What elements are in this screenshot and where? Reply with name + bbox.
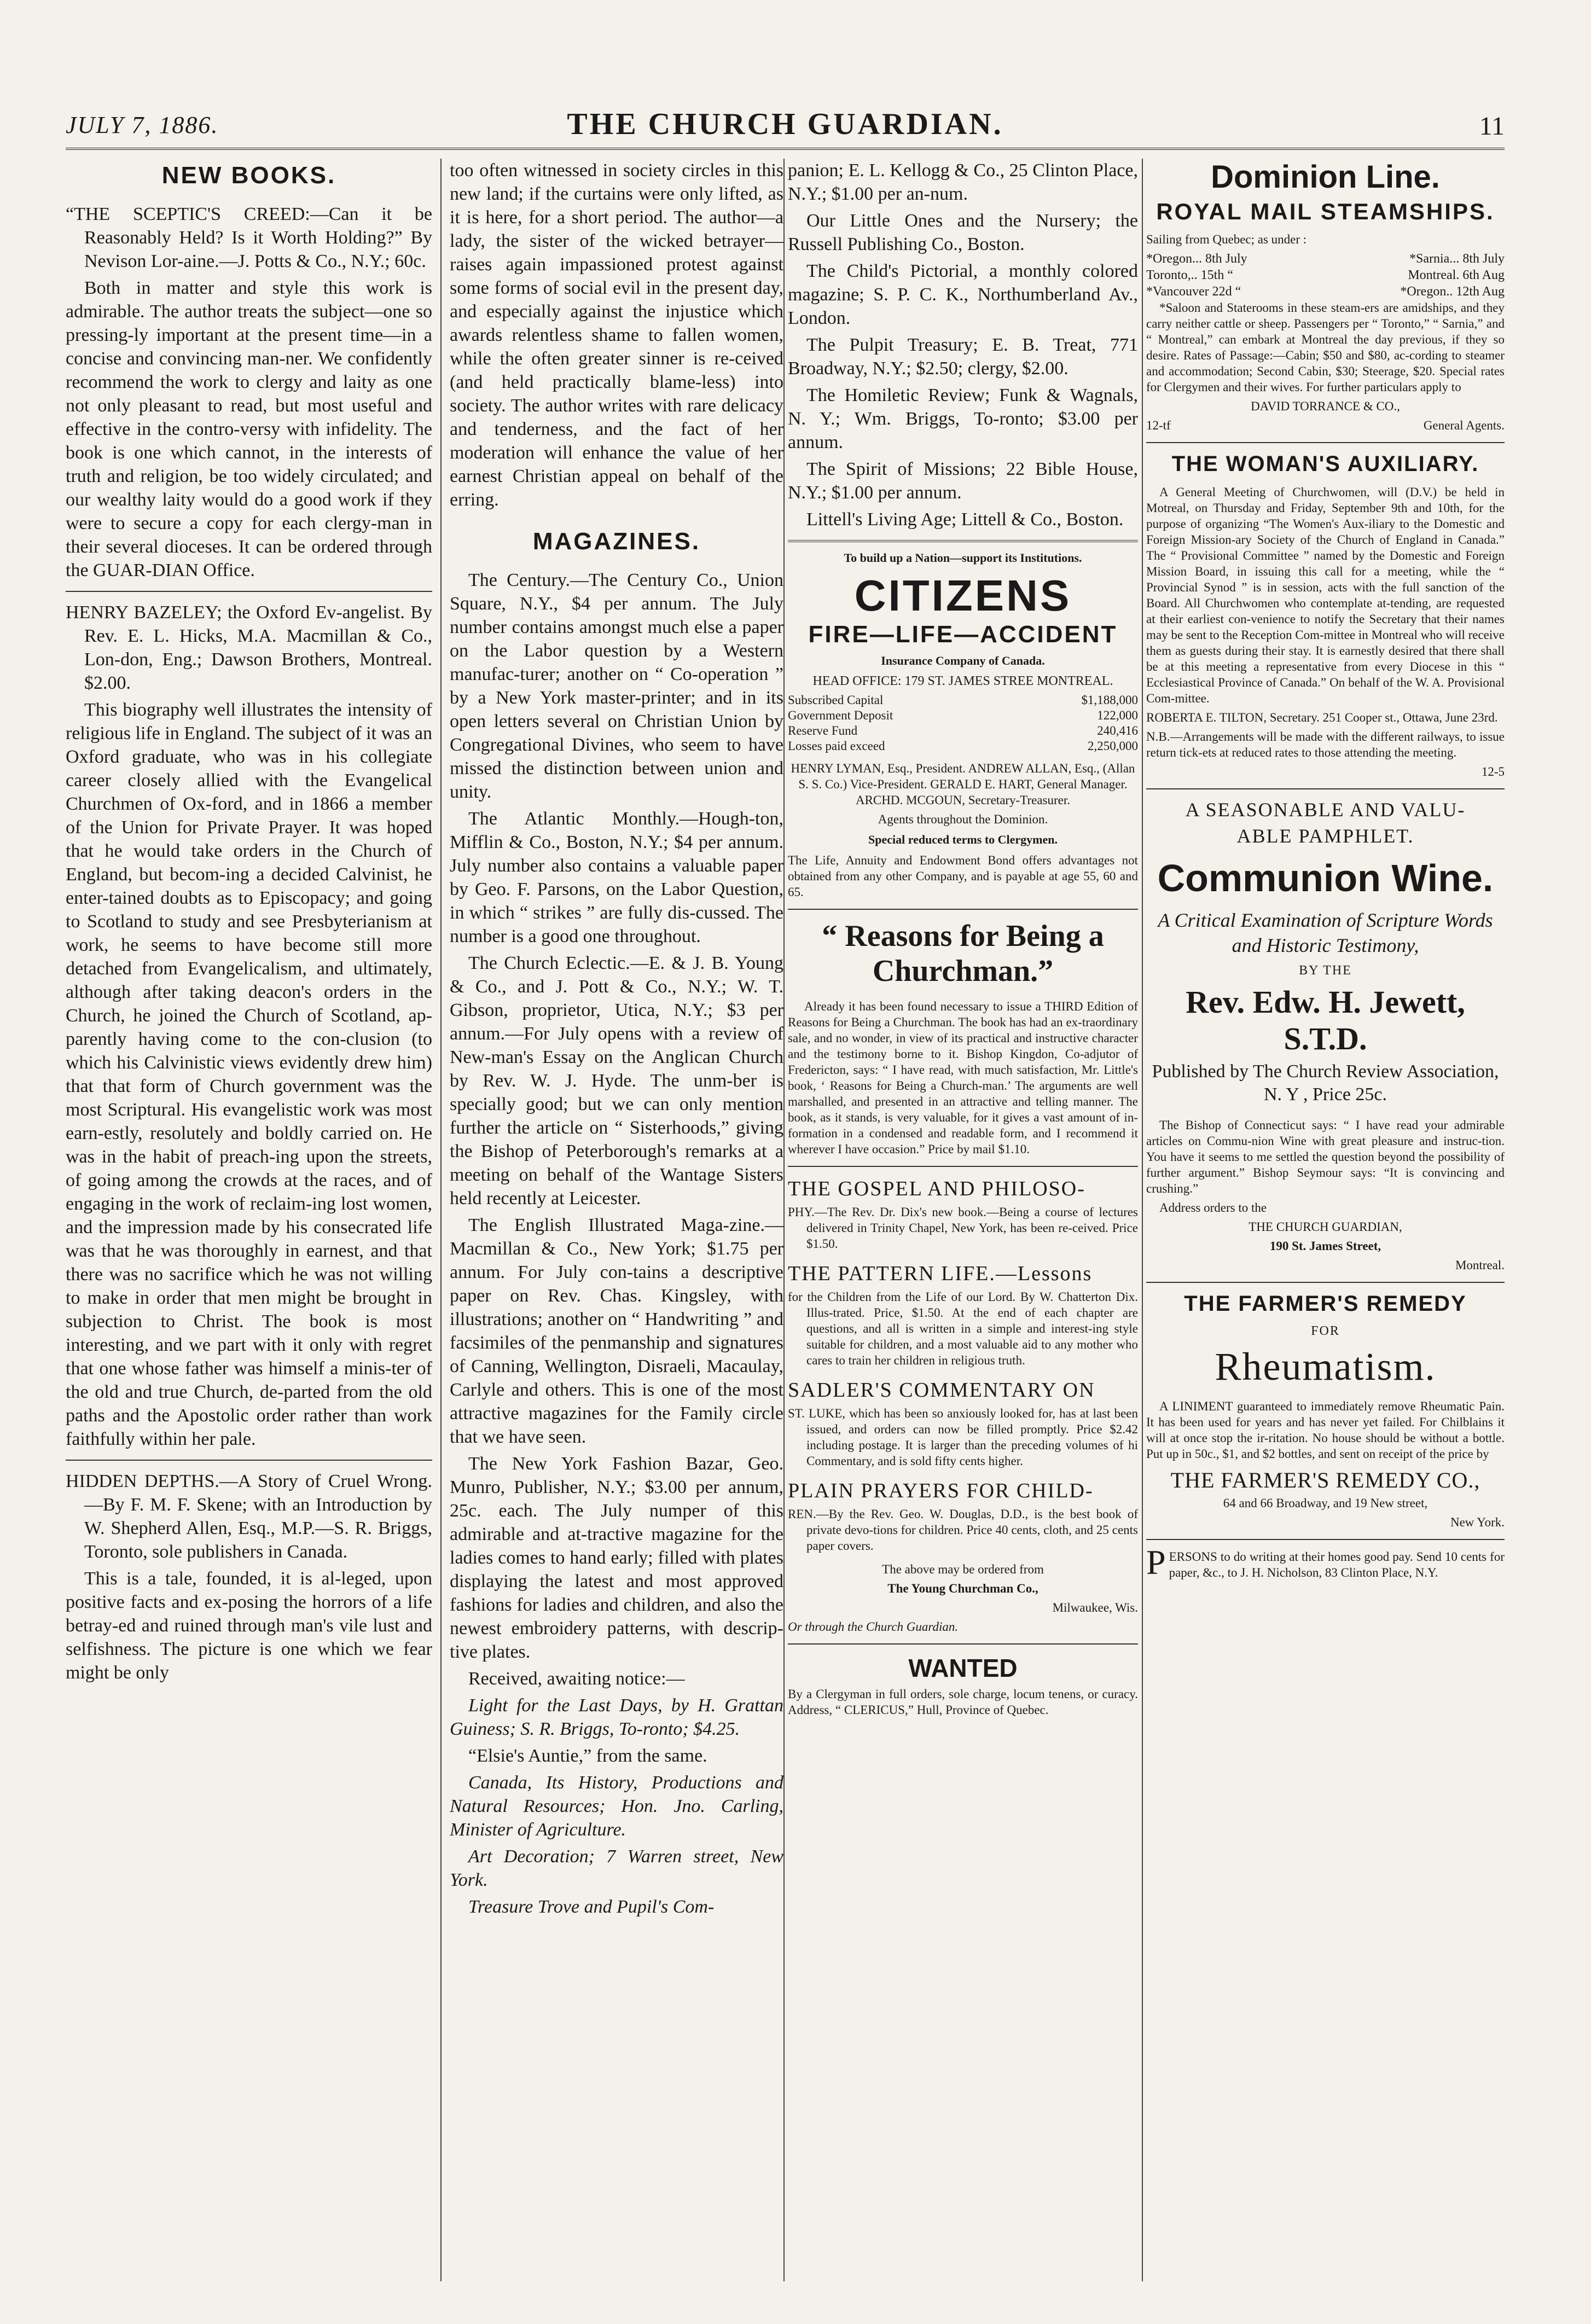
citizens-ad-office: HEAD OFFICE: 179 ST. JAMES STREE MONTREAL. <box>812 674 1113 688</box>
schedule-row <box>1146 267 1505 283</box>
farmers-remedy-title: THE FARMER'S REMEDY <box>1184 1292 1467 1316</box>
page-number: 11 <box>1479 112 1505 141</box>
womans-auxiliary-code: 12-5 <box>1481 765 1505 778</box>
address-city: Montreal. <box>1455 1258 1505 1272</box>
review-body: Both in matter and style this work is admirable. The author treats the subject—one so pressing-ly important at the present time—in a concise and convincing man-ner. We confidently recommend the work to clergy and laity as one not only pleasant to read, but most useful and effective in the contro-versy with infidelity. The book is one which cannot, in the interests of truth and religion, be too widely circulated; and our wealthy laity would do a good work if they were to secure a copy for each clergy-man in their several dioceses. It can be ordered through the GUAR-DIAN Office. <box>66 278 432 580</box>
received-item: panion; E. L. Kellogg & Co., 25 Clinton Place, N.Y.; $1.00 per an-num. <box>788 160 1138 204</box>
finance-row <box>788 723 1138 739</box>
schedule-left: *Vancouver 22d “ <box>1146 284 1241 299</box>
finance-label: Reserve Fund <box>788 724 858 737</box>
citizens-ad-line: FIRE—LIFE—ACCIDENT <box>808 621 1118 648</box>
column-4 <box>1146 159 1505 2281</box>
review-continuation: too often witnessed in society circles in this new land; if the curtains were only lifted, as it is here, for a short period. The author—a lady, the sister of the wicked betrayer—raises again impassioned protest against some forms of social evil in the present day, and especially against the injustice which awards relentless shame to fallen women, while the often greater sinner is re-ceived (and held practically blame-less) into society. The author writes with rare delicacy and tenderness, and the fact of her moderation will enhance the value of her earnest Christian appeal on behalf of the erring. <box>450 160 783 510</box>
issue-date: JULY 7, 1886. <box>66 112 219 138</box>
womans-auxiliary-nb: N.B.—Arrangements will be made with the different railways, to issue return tick-ets at reduced rates to those attending the meeting. <box>1146 730 1505 759</box>
pamphlet-line-2: ABLE PAMPHLET. <box>1236 825 1414 847</box>
divider <box>1146 442 1505 443</box>
schedule-left: Toronto,.. 15th “ <box>1146 268 1233 282</box>
pamphlet-line-1: A SEASONABLE AND VALU- <box>1185 799 1466 821</box>
header-rule <box>66 148 1505 150</box>
column-1 <box>66 159 432 2281</box>
column-divider <box>1142 159 1143 2281</box>
column-divider <box>440 159 442 2281</box>
divider <box>788 1643 1138 1645</box>
farmers-remedy-address: 64 and 66 Broadway, and 19 New street, <box>1223 1496 1428 1510</box>
pattern-body: for the Children from the Life of our Lord. By W. Chatterton Dix. Illus-trated. Price, $1.50. At the end of each chapter are questions, and all is written in a simple and interest-ing style suitable for children, and a most valuable aid to any mother who cares to train her children in religious truth. <box>788 1290 1138 1367</box>
dominion-general-agents: General Agents. <box>1423 419 1505 432</box>
reasons-body: Already it has been found necessary to issue a THIRD Edition of Reasons for Being a Churchman. The book has had an ex-traordinary sale, and no wonder, in view of its practical and instructive character and the testimony borne to it. Bishop Kingdon, Co-adjutor of Fredericton, says: “ I have read, with much satisfaction, Mr. Little's book, ‘ Reasons for Being a Church-man.’ The arguments are well marshalled, and presented in an attractive and telling manner. The book, as it stands, is very valuable, for it gives a vast amount of in-formation in a condensed and readable form, and I recommend it wherever I have occasion.” Price by mail $1.10. <box>788 1000 1138 1156</box>
citizens-ad-name: CITIZENS <box>854 571 1072 620</box>
wanted-title: WANTED <box>908 1654 1018 1682</box>
review-title: HENRY BAZELEY; the Oxford Ev-angelist. By Rev. E. L. Hicks, M.A. Macmillan & Co., Lon-don, Eng.; Dawson Brothers, Montreal. $2.00. <box>66 602 432 693</box>
column-3 <box>788 159 1138 2281</box>
liniment-body: A LINIMENT guaranteed to immediately remove Rheumatic Pain. It has been used for years and has never yet failed. For Chilblains it will at once stop the ir-ritation. No house should be without a bottle. Put up in 50c., $1, and $2 bottles, and sent on receipt of the price by <box>1146 1399 1505 1461</box>
divider <box>1146 1282 1505 1283</box>
gospel-body: PHY.—The Rev. Dr. Dix's new book.—Being a course of lectures delivered in Trinity Chapel, New York, has been re-ceived. Price $1.50. <box>788 1205 1138 1251</box>
citizens-ad-tagline: To build up a Nation—support its Institutions. <box>844 551 1082 565</box>
womans-auxiliary-signature: ROBERTA E. TILTON, Secretary. 251 Cooper st., Ottawa, June 23rd. <box>1146 711 1498 724</box>
masthead-title: THE CHURCH GUARDIAN. <box>567 107 1003 141</box>
received-item: Canada, Its History, Productions and Natural Resources; Hon. Jno. Carling, Minister of Agriculture. <box>450 1773 783 1840</box>
review-body: This biography well illustrates the intensity of religious life in England. The subject of it was an Oxford graduate, who was in his collegiate career closely allied with the Evangelical Churchmen of Ox-ford, and in 1866 a member of the Union for Private Prayer. It was hoped that he would take orders in the Church of England, but becom-ing a decided Calvinist, he enter-tained doubts as to Episcopacy; and going to Scotland to study and see Presbyterianism at work, he seems to have become still more detached from Evangelicalism, and ultimately, although after taking deacon's orders in the Church, he joined the Church of Scotland, ap-parently having come to the con-clusion (to which his Calvinistic views evidently drew him) that that form of Church government was the most Scriptural. His evangelistic work was most earn-estly, resolutely and boldly carried on. He was in the habit of preach-ing upon the streets, of going among the crowds at the races, and of engaging in the work of reclaim-ing lost women, and the impression made by his consecrated life was that he was thoroughly in earnest, and that there was no sacrifice which he was not willing to make in order that men might be brought in subjection to Christ. The book is most interesting, and we part with it only with regret that one whose father was himself a minis-ter of the old and true Church, de-parted from the old paths and the Apostolic order rather than work faithfully within her pale. <box>66 700 432 1449</box>
citizens-agents: Agents throughout the Dominion. <box>878 812 1048 826</box>
dominion-notes: *Saloon and Staterooms in these steam-ers are amidships, and they carry neither cattle or sheep. Passengers per “ Toronto,” “ Sarnia,” and “ Montreal,” can embark at Montreal the day previous, if they so desire. Rates of Passage:—Cabin; $50 and $80, ac-cording to steamer and accommodation; Second Cabin, $30; Steerage, $20. Special rates for Clergymen and their wives. For further particulars apply to <box>1146 301 1505 394</box>
finance-value: $1,188,000 <box>1081 693 1138 707</box>
young-churchman-co: The Young Churchman Co., <box>887 1582 1038 1595</box>
divider <box>66 591 432 592</box>
finance-value: 2,250,000 <box>1088 739 1138 753</box>
citizens-officers: HENRY LYMAN, Esq., President. ANDREW ALLAN, Esq., (Allan S. S. Co.) Vice-President. GERALD E. HART, General Manager. ARCHD. MCGOUN, Secretary-Treasurer. <box>791 762 1135 807</box>
or-through: Or through the Church Guardian. <box>788 1620 959 1634</box>
reasons-title: “ Reasons for Being a Churchman.” <box>822 919 1104 988</box>
magazines-heading: MAGAZINES. <box>532 528 701 555</box>
dominion-code: 12-tf <box>1146 419 1171 432</box>
finance-row <box>788 739 1138 754</box>
persons-ad: PERSONS to do writing at their homes good pay. Send 10 cents for paper, &c., to J. H. Nicholson, 83 Clinton Place, N.Y. <box>1146 1543 1505 1582</box>
received-heading: Received, awaiting notice:— <box>468 1669 685 1689</box>
magazine-entry: The Church Eclectic.—E. & J. B. Young & Co., and J. Pott & Co., N.Y.; W. T. Gibson, proprietor, Utica, N.Y.; $3 per annum.—For July opens with a review of New-man's Essay on the Anglican Church by Rev. W. J. Hyde. The unm-ber is specially good; but we can only mention further the article on “ Sisterhoods,” giving the Bishop of Peterborough's remarks at a meeting on behalf of the Wantage Sisters held recently at Leicester. <box>450 953 783 1209</box>
plain-prayers-title: PLAIN PRAYERS FOR CHILD- <box>788 1479 1094 1502</box>
magazine-entry: The Atlantic Monthly.—Hough-ton, Mifflin & Co., Boston, N.Y.; $4 per annum. July number also contains a valuable paper by Geo. F. Parsons, on the Labor Question, in which “ strikes ” are fully dis-cussed. The number is a good one throughout. <box>450 809 783 946</box>
sailing-schedule <box>1146 251 1505 300</box>
magazine-entry: The Century.—The Century Co., Union Square, N.Y., $4 per annum. The July number contains amongst much else a paper on the Labor question by a Western manufac-turer; another on “ Co-operation ” by a New York master-printer; and in its open letters several on Christian Union by Congregational Divines, who seem to have missed the distinction between union and unity. <box>450 570 783 802</box>
sailing-heading: Sailing from Quebec; as under : <box>1146 233 1307 246</box>
received-item: Our Little Ones and the Nursery; the Russell Publishing Co., Boston. <box>788 211 1138 254</box>
schedule-row <box>1146 283 1505 300</box>
divider <box>788 1166 1138 1167</box>
received-item: The Pulpit Treasury; E. B. Treat, 771 Broadway, N.Y.; $2.50; clergy, $2.00. <box>788 335 1138 379</box>
schedule-right: *Sarnia... 8th July <box>1409 252 1505 266</box>
finance-label: Subscribed Capital <box>788 693 884 707</box>
received-item: The Homiletic Review; Funk & Wagnals, N. Y.; Wm. Briggs, To-ronto; $3.00 per annum. <box>788 385 1138 452</box>
finance-label: Losses paid exceed <box>788 739 885 753</box>
column-divider <box>783 159 785 2281</box>
review-body: This is a tale, founded, it is al-leged, upon positive facts and ex-posing the horrors of a life betray-ed and ruined through man's vile lust and selfishness. The picture is one which we fear might be only <box>66 1568 432 1683</box>
received-item: Littell's Living Age; Littell & Co., Boston. <box>806 509 1124 530</box>
received-item: The Spirit of Missions; 22 Bible House, N.Y.; $1.00 per annum. <box>788 459 1138 503</box>
rheumatism-title: Rheumatism. <box>1215 1345 1436 1388</box>
finance-value: 122,000 <box>1097 708 1138 722</box>
address-street: 190 St. James Street, <box>1269 1239 1381 1253</box>
sadler-body: ST. LUKE, which has been so anxiously looked for, has at last been issued, and orders can now be filled promptly. Price $2.42 including postage. It is larger than the preceding volumes of hi Commentary, and is sold fifty cents higher. <box>788 1407 1138 1468</box>
schedule-row <box>1146 251 1505 267</box>
divider <box>788 909 1138 910</box>
publisher: Published by The Church Review Association, N. Y , Price 25c. <box>1152 1061 1499 1105</box>
dominion-agent: DAVID TORRANCE & CO., <box>1251 399 1400 413</box>
address-to: Address orders to the <box>1159 1201 1267 1215</box>
finance-table <box>788 693 1138 754</box>
wanted-body: By a Clergyman in full orders, sole charge, locum tenens, or curacy. Address, “ CLERICUS,” Hull, Province of Quebec. <box>788 1687 1138 1717</box>
pattern-title: THE PATTERN LIFE.—Lessons <box>788 1262 1093 1285</box>
schedule-right: *Oregon.. 12th Aug <box>1400 284 1505 299</box>
order-from: The above may be ordered from <box>882 1562 1044 1576</box>
by-the: BY THE <box>1299 963 1352 978</box>
review-title: “THE SCEPTIC'S CREED:—Can it be Reasonably Held? Is it Worth Holding?” By Nevison Lor-aine.—J. Potts & Co., N.Y.; 60c. <box>66 204 432 271</box>
received-item: “Elsie's Auntie,” from the same. <box>468 1746 707 1766</box>
finance-label: Government Deposit <box>788 708 893 722</box>
divider <box>1146 788 1505 789</box>
dominion-line-subtitle: ROYAL MAIL STEAMSHIPS. <box>1156 199 1495 224</box>
citizens-ad-company: Insurance Company of Canada. <box>881 654 1045 667</box>
received-item: The Child's Pictorial, a monthly colored magazine; S. P. C. K., Northumberland Av., London. <box>788 261 1138 328</box>
finance-row <box>788 708 1138 723</box>
received-item: Light for the Last Days, by H. Grattan Guiness; S. R. Briggs, To-ronto; $4.25. <box>450 1695 783 1739</box>
bishop-quotes: The Bishop of Connecticut says: “ I have read your admirable articles on Commu-nion Wine with great pleasure and instruc-tion. You have it seems to me settled the question beyond the possibility of further argument.” Bishop Seymour says: “It is convincing and crushing.” <box>1146 1118 1505 1195</box>
womans-auxiliary-body: A General Meeting of Churchwomen, will (D.V.) be held in Motreal, on Thursday and Friday, September 9th and 10th, for the purpose of organizing “The Women's Aux-iliary to the Domestic and Foreign Mission-ary Society of the Church of England in Canada.” The “ Provisional Committee ” named by the Domestic and Foreign Mission Board, in issuing this call for a meeting, while the “ Provincial Synod ” is in session, acts with the full sanction of the Board. All Churchwomen who contemplate at-tending, are requested at their earliest con-venience to notify the Secretary that their names may be sent to the Reception Com-mittee in Montreal who will receive them as guests during their stay. It is earnestly desired that there shall be at this meeting a representative from every Diocese in this “ Ecclesiastical Province of Canada.” On behalf of the W. A. Provisional Com-mittee. <box>1146 485 1505 705</box>
schedule-right: Montreal. 6th Aug <box>1408 268 1505 282</box>
author-name: Rev. Edw. H. Jewett, S.T.D. <box>1186 984 1465 1056</box>
finance-value: 240,416 <box>1097 724 1138 737</box>
magazine-entry: The English Illustrated Maga-zine.—Macmillan & Co., New York; $1.75 per annum. For July con-tains a descriptive paper on Rev. Chas. Kingsley, with illustrations; another on “ Handwriting ” and facsimiles of the penmanship and signatures of Canning, Wellington, Disraeli, Macaulay, Carlyle and others. This is one of the most attractive magazines for the Family circle that we have seen. <box>450 1215 783 1447</box>
finance-row <box>788 693 1138 708</box>
divider <box>788 540 1138 542</box>
address-name: THE CHURCH GUARDIAN, <box>1249 1220 1402 1234</box>
divider <box>1146 1539 1505 1540</box>
citizens-special: Special reduced terms to Clergymen. <box>868 833 1058 846</box>
new-books-heading: NEW BOOKS. <box>161 162 336 189</box>
review-title: HIDDEN DEPTHS.—A Story of Cruel Wrong.—By F. M. F. Skene; with an Introduction by W. Shepherd Allen, Esq., M.P.—S. R. Briggs, Toronto, sole publishers in Canada. <box>66 1471 432 1562</box>
farmers-remedy-for: FOR <box>1311 1324 1340 1338</box>
farmers-remedy-city: New York. <box>1450 1515 1505 1529</box>
page-header <box>66 107 1505 145</box>
sadler-title: SADLER'S COMMENTARY ON <box>788 1379 1095 1402</box>
critical-examination: A Critical Examination of Scripture Words and Historic Testimony, <box>1158 909 1493 956</box>
womans-auxiliary-title: THE WOMAN'S AUXILIARY. <box>1171 452 1479 476</box>
citizens-policy: The Life, Annuity and Endowment Bond offers advantages not obtained from any other Company, and is payable at age 55, 60 and 65. <box>788 853 1138 899</box>
received-item: Art Decoration; 7 Warren street, New York. <box>450 1846 783 1890</box>
plain-prayers-body: REN.—By the Rev. Geo. W. Douglas, D.D., is the best book of private devo-tions for children. Price 40 cents, cloth, and 25 cents paper covers. <box>788 1507 1138 1553</box>
dominion-footer <box>1146 417 1505 433</box>
magazine-entry: The New York Fashion Bazar, Geo. Munro, Publisher, N.Y.; $3.00 per annum, 25c. each. The July numper of this admirable and at-tractive magazine for the ladies comes to hand early; filled with plates displaying the latest and most approved fashions for ladies and children, and also the newest embroidery patterns, with descrip-tive plates. <box>450 1454 783 1662</box>
schedule-left: *Oregon... 8th July <box>1146 252 1247 266</box>
communion-wine-title: Communion Wine. <box>1157 857 1494 899</box>
divider <box>66 1460 432 1461</box>
milwaukee: Milwaukee, Wis. <box>1052 1601 1138 1614</box>
received-item: Treasure Trove and Pupil's Com- <box>468 1897 715 1917</box>
farmers-remedy-co: THE FARMER'S REMEDY CO., <box>1170 1468 1480 1492</box>
column-2 <box>450 159 783 2281</box>
gospel-title: THE GOSPEL AND PHILOSO- <box>788 1177 1085 1200</box>
dominion-line-title: Dominion Line. <box>1211 159 1440 195</box>
